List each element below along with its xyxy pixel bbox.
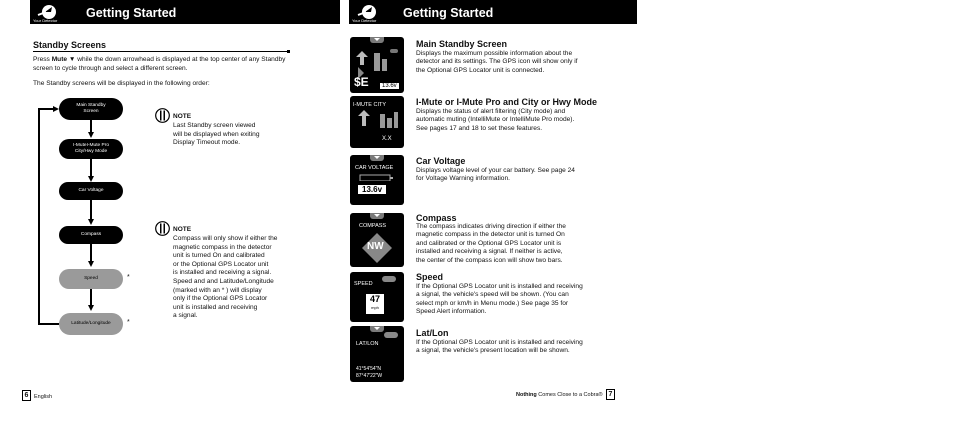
thumb-speed-top: SPEED bbox=[354, 281, 373, 287]
intro-paragraph-2: The Standby screens will be displayed in the following order: bbox=[33, 80, 210, 87]
down-arrow-tab-icon bbox=[370, 37, 384, 43]
section-title: Standby Screens bbox=[33, 40, 107, 50]
flow-connector bbox=[90, 244, 92, 262]
note2-body: Compass will only show if either the magnetic compass in the detector unit is turned On and calibrated or the Optional GPS Locator unit is installed and receiving a signal. Speed and and Latitude/Longitude (marked with an * ) will display only if the Optional GPS Locator unit is installed and receiving a signal. bbox=[173, 235, 278, 320]
flow-arrow-icon bbox=[88, 305, 94, 311]
left-page-number: 6 bbox=[22, 390, 31, 401]
loop-line bbox=[38, 108, 40, 325]
thumb-compass bbox=[350, 213, 404, 267]
flow-arrow-icon bbox=[88, 132, 94, 138]
flow-arrow-icon bbox=[88, 219, 94, 225]
note1-heading: NOTE bbox=[173, 113, 192, 120]
note2-heading: NOTE bbox=[173, 226, 192, 233]
thumb-main-standby bbox=[350, 37, 404, 93]
right-page-number: 7 bbox=[606, 389, 615, 400]
page-title: Getting Started bbox=[403, 6, 494, 20]
thumb-latlon bbox=[350, 326, 404, 382]
speed-box bbox=[366, 294, 384, 314]
speed-unit: mph bbox=[371, 305, 379, 310]
thumb-voltage-value: 13.6v bbox=[358, 185, 386, 194]
speed-value: 47 bbox=[369, 294, 380, 304]
gps-icon bbox=[382, 330, 402, 340]
intro-paragraph: Press Mute ▼ while the down arrowhead is displayed at the top center of any Standby screen to cycle through and select a different screen. bbox=[33, 56, 286, 72]
thumb-imute bbox=[350, 96, 404, 148]
thumb-speed bbox=[350, 272, 404, 322]
entry-body: Displays the maximum possible information about the detector and its settings. The GPS icon will show only if the Optional GPS Locator unit is connected. bbox=[416, 50, 578, 74]
rule-dot bbox=[287, 50, 290, 53]
flow-node-compass: Compass bbox=[59, 226, 123, 244]
thumb-latlon-top: LAT/LON bbox=[356, 341, 379, 347]
flow-node-speed: Speed bbox=[59, 269, 123, 289]
thumb-compass-heading: NW bbox=[367, 241, 384, 252]
note-icon bbox=[155, 221, 170, 236]
thumb-imute-top: I-MUTE CITY bbox=[353, 102, 386, 108]
left-header-bar bbox=[30, 0, 340, 24]
flow-arrow-icon bbox=[88, 261, 94, 267]
speed-asterisk: * bbox=[127, 274, 130, 281]
tagline: Nothing Comes Close to a Cobra® bbox=[516, 392, 603, 398]
thumb-lon: 87°47'22"W bbox=[356, 373, 383, 379]
entry-title: Lat/Lon bbox=[416, 328, 449, 338]
entry-title: Speed bbox=[416, 272, 444, 282]
flow-node-car-voltage: Car Voltage bbox=[59, 182, 123, 200]
flow-node-imute: I-MuteI-Mute Pro City/Hwy Mode bbox=[59, 139, 123, 159]
thumb-main-mid: $E bbox=[354, 75, 369, 89]
imute-city-icon bbox=[350, 110, 404, 138]
entry-body: The compass indicates driving direction if either the magnetic compass in the detector unit is turned On and calibrated or the Optional GPS Locator unit is installed and receiving a signal. If neither is active, the center of the compass icon will show two bars. bbox=[416, 223, 566, 264]
section-rule bbox=[33, 51, 288, 52]
flow-connector bbox=[90, 159, 92, 177]
loop-arrow-icon bbox=[53, 106, 59, 112]
loop-line-bottom bbox=[38, 323, 59, 325]
gps-icon bbox=[380, 274, 400, 284]
right-header-bar bbox=[349, 0, 637, 24]
page-title: Getting Started bbox=[86, 6, 177, 20]
language-label: English bbox=[34, 394, 53, 400]
entry-title: Main Standby Screen bbox=[416, 39, 508, 49]
loop-line-top bbox=[38, 108, 54, 110]
flow-node-main-standby: Main Standby Screen bbox=[59, 98, 123, 120]
entry-body: Displays voltage level of your car battery. See page 24 for Voltage Warning information. bbox=[416, 167, 575, 183]
thumb-imute-bottom: X.X bbox=[382, 136, 392, 142]
entry-title: Compass bbox=[416, 213, 457, 223]
thumb-main-voltage: 13.6v bbox=[382, 83, 397, 89]
thumb-voltage-top: CAR VOLTAGE bbox=[355, 165, 394, 171]
flow-connector bbox=[90, 200, 92, 220]
your-detector-label: Your Detector bbox=[352, 18, 377, 23]
your-detector-label: Your Detector bbox=[33, 18, 58, 23]
down-arrow-tab-icon bbox=[370, 155, 384, 161]
entry-title: I-Mute or I-Mute Pro and City or Hwy Mode bbox=[416, 97, 598, 107]
entry-body: If the Optional GPS Locator unit is installed and receiving a signal, the vehicle's present location will be shown. bbox=[416, 339, 583, 355]
note-icon bbox=[155, 108, 170, 123]
thumb-lat: 41°54'54"N bbox=[356, 366, 382, 372]
latlong-asterisk: * bbox=[127, 319, 130, 326]
thumb-car-voltage bbox=[350, 155, 404, 205]
entry-title: Car Voltage bbox=[416, 156, 466, 166]
entry-body: Displays the status of alert filtering (City mode) and automatic muting (IntelliMute or IntelliMute Pro mode). See pages 17 and 18 to set these features. bbox=[416, 108, 575, 132]
flow-node-lat-long: Latitude/Longitude bbox=[59, 313, 123, 335]
down-arrow-icon: ▼ bbox=[67, 56, 76, 63]
thumb-compass-top: COMPASS bbox=[359, 223, 387, 229]
battery-icon bbox=[358, 173, 396, 181]
note1-body: Last Standby screen viewed will be displayed when exiting Display Timeout mode. bbox=[173, 122, 260, 147]
entry-body: If the Optional GPS Locator unit is installed and receiving a signal, the vehicle's speed will be shown. (You can select mph or km/h in Menu mode.) See page 35 for Speed Alert information. bbox=[416, 283, 583, 316]
flow-connector bbox=[90, 289, 92, 306]
down-arrow-tab-icon bbox=[370, 213, 384, 219]
